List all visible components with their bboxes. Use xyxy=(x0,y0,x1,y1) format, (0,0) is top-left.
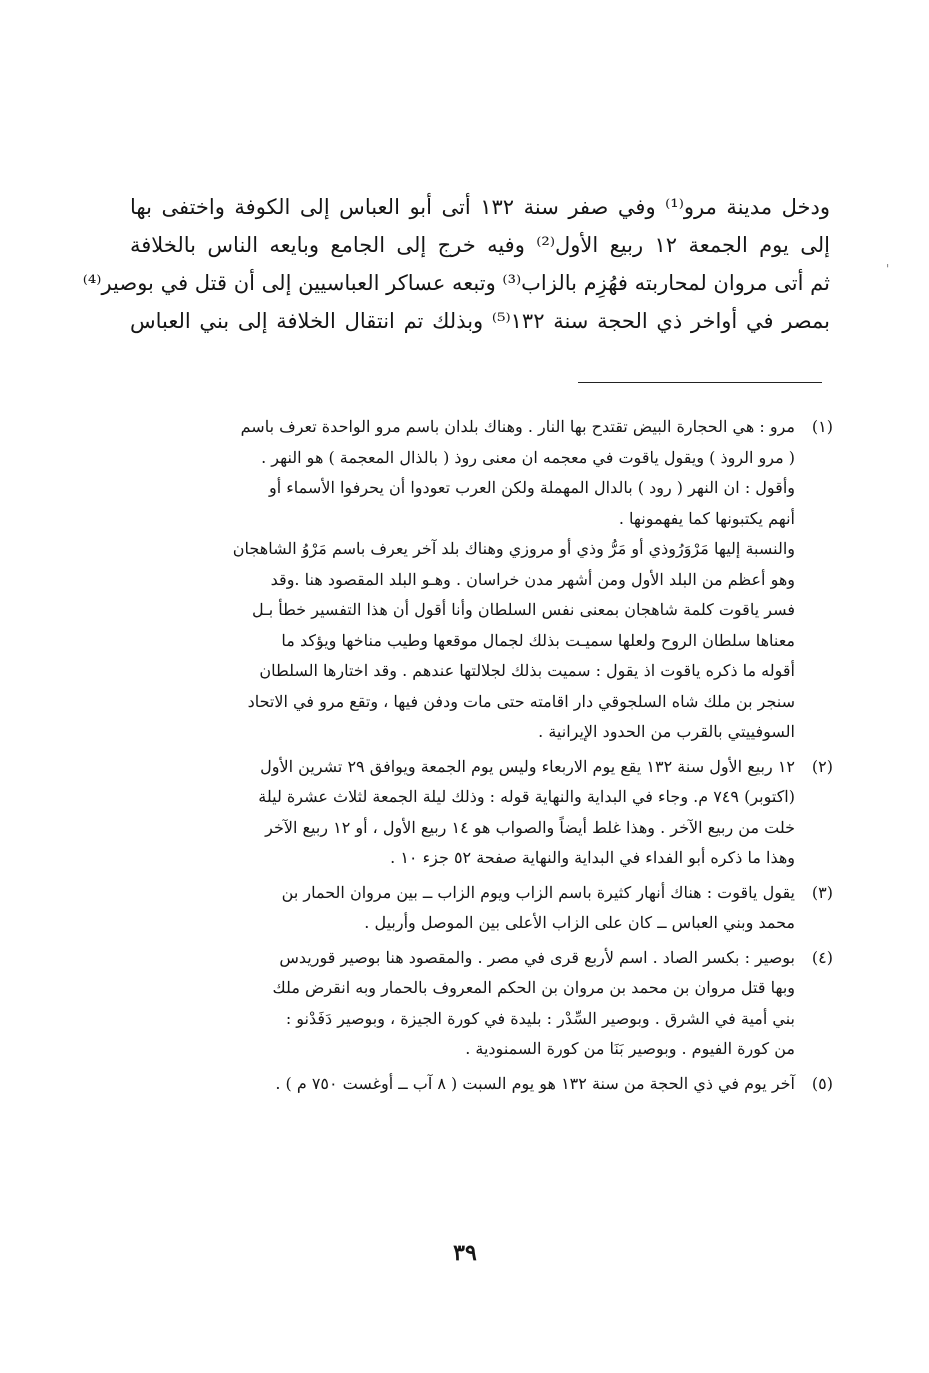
footnote-line: بوصير : بكسر الصاد . اسم لأربع قرى في مصر . والمقصود هنا بوصير قوريدس xyxy=(279,947,795,967)
footnote-line: فسر ياقوت كلمة شاهجان بمعنى نفس السلطان وأنا أقول أن هذا التفسير خطأ بـل xyxy=(251,600,795,619)
footnote-line: وأقول : ان النهر ( رود ) بالدال المهملة ولكن العرب تعودوا أن يحرفوا الأسماء أو xyxy=(269,478,795,497)
footnote-line: من كورة الفيوم . وبوصير بَنَا من كورة السمنودية . xyxy=(465,1039,795,1058)
footnote-4 xyxy=(128,943,833,1065)
footnote-number: (٥) xyxy=(811,1073,833,1093)
main-text-line: إلى يوم الجمعة ١٢ ربيع الأول⁽²⁾ وفيه خرج إلى الجامع وبايعه الناس بالخلافة xyxy=(130,233,830,257)
footnote-line: ١٢ ربيع الأول سنة ١٣٢ يقع يوم الاربعاء وليس يوم الجمعة ويوافق ٢٩ تشرين الأول xyxy=(260,756,795,776)
footnote-line: أقوله ما ذكره ياقوت اذ يقول : سميت بذلك لجلالتها عندهم . وقد اختارها السلطان xyxy=(259,661,795,680)
footnote-2 xyxy=(128,752,833,874)
main-text-line: ودخل مدينة مرو⁽¹⁾ وفي صفر سنة ١٣٢ أتى أبو العباس إلى الكوفة واختفى بها xyxy=(130,195,830,219)
footnote-5 xyxy=(128,1069,833,1100)
footnote-number: (٤) xyxy=(811,947,833,967)
footnote-line: بني أمية في الشرق . وبوصير السِّدْر : بليدة في كورة الجيزة ، وبوصير دَفَدْنو : xyxy=(285,1008,795,1028)
footnote-line: (اكتوبر) ٧٤٩ م. وجاء في البداية والنهاية قوله : وذلك ليلة الجمعة لثلاث عشرة ليلة xyxy=(258,787,795,806)
footnotes-block xyxy=(128,412,833,1103)
margin-mark: ' xyxy=(886,262,890,276)
main-text-block xyxy=(82,188,830,340)
footnote-line: وهو أعظم من البلد الأول ومن أشهر مدن خراسان . وهـو البلد المقصود هنا .وقد xyxy=(270,569,795,589)
footnote-line: خلت من ربيع الآخر . وهذا غلط أيضاً والصواب هو ١٤ ربيع الأول ، أو ١٢ ربيع الآخر xyxy=(265,817,795,837)
footnote-line: يقول ياقوت : هناك أنهار كثيرة باسم الزاب ويوم الزاب ــ بين مروان الحمار بن xyxy=(281,882,795,902)
footnote-number: (١) xyxy=(811,417,833,436)
footnote-line: والنسبة إليها مَرْوَرُوذي أو مَرُّ وذي أو مروزي وهناك بلد آخر يعرف باسم مَرْوُ الشاهجان xyxy=(232,539,795,558)
footnote-line: وهذا ما ذكره أبو الفداء في البداية والنهاية صفحة ٥٢ جزء ١٠ . xyxy=(390,848,795,867)
footnote-line: السوفييتي بالقرب من الحدود الإيرانية . xyxy=(538,722,795,741)
footnote-divider xyxy=(578,382,822,383)
page-number: ٣٩ xyxy=(453,1240,477,1266)
footnote-line: أنهم يكتبونها كما يفهمونها . xyxy=(618,508,795,528)
footnote-1 xyxy=(128,412,833,748)
footnote-number: (٢) xyxy=(811,756,833,776)
footnote-line: معناها سلطان الروح ولعلها سميـت بذلك لجمال موقعها وطيب مناخها ويؤكد ما xyxy=(281,630,795,650)
main-text-line: ثم أتى مروان لمحاربته فهُزِم بالزاب⁽³⁾ وتبعه عساكر العباسيين إلى أن قتل في بوصير⁽⁴⁾ xyxy=(82,271,830,295)
footnote-line: مرو : هي الحجارة البيض تقتدح بها النار . وهناك بلدان باسم مرو الواحدة تعرف باسم xyxy=(240,417,795,436)
footnote-3 xyxy=(128,878,833,939)
footnote-number: (٣) xyxy=(811,882,833,902)
footnote-line: وبها قتل مروان بن محمد بن مروان بن الحكم المعروف بالحمار وبه انقرض ملك xyxy=(272,978,795,997)
footnote-line: محمد وبني العباس ــ كان على الزاب الأعلى بين الموصل وأربيل . xyxy=(364,913,795,932)
footnote-line: سنجر بن ملك شاه السلجوقي دار اقامته حتى مات ودفن فيها ، وتقع مرو في الاتحاد xyxy=(247,691,795,711)
footnote-line: ( مرو الروذ ) ويقول ياقوت في معجمه ان معنى روذ ( بالذال المعجمة ) هو النهر . xyxy=(261,447,795,467)
main-text-line: بمصر في أواخر ذي الحجة سنة ١٣٢⁽⁵⁾ وبذلك تم انتقال الخلافة إلى بني العباس xyxy=(130,309,830,333)
footnote-line: آخر يوم في ذي الحجة من سنة ١٣٢ هو يوم السبت ( ٨ آب ــ أوغست ٧٥٠ م ) . xyxy=(275,1073,795,1093)
